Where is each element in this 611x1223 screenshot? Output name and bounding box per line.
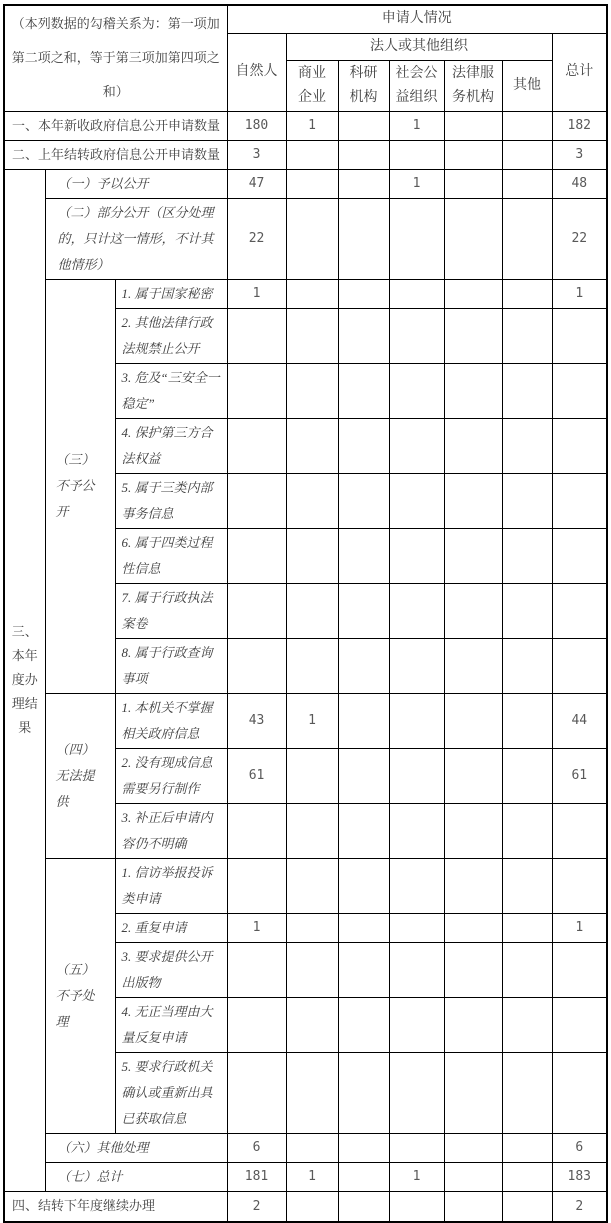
value-cell	[286, 1052, 338, 1133]
value-cell	[502, 913, 552, 942]
row-label: （一）予以公开	[45, 169, 227, 198]
value-cell	[389, 858, 444, 913]
value-cell	[444, 583, 502, 638]
value-cell	[286, 858, 338, 913]
value-cell	[552, 1052, 607, 1133]
section-label-annual-results: 三、本年度办理结果	[4, 169, 45, 1191]
value-cell	[286, 279, 338, 308]
value-cell	[286, 198, 338, 279]
value-cell: 1	[389, 111, 444, 140]
corner-note: （本列数据的勾稽关系为：第一项加第二项之和，等于第三项加第四项之和）	[4, 5, 227, 111]
value-cell	[502, 111, 552, 140]
value-cell	[338, 803, 389, 858]
value-cell	[338, 111, 389, 140]
value-cell: 183	[552, 1162, 607, 1191]
item-label: 1. 信访举报投诉类申请	[115, 858, 227, 913]
header-legal-or-other-org: 法人或其他组织	[286, 33, 552, 60]
item-label: 2. 重复申请	[115, 913, 227, 942]
value-cell	[502, 858, 552, 913]
value-cell	[502, 748, 552, 803]
value-cell	[444, 1162, 502, 1191]
value-cell	[444, 198, 502, 279]
value-cell	[286, 638, 338, 693]
value-cell	[286, 748, 338, 803]
row-label: （二）部分公开（区分处理的，只计这一情形，不计其他情形）	[45, 198, 227, 279]
value-cell	[227, 942, 286, 997]
value-cell	[502, 418, 552, 473]
value-cell	[286, 528, 338, 583]
table-row	[4, 279, 607, 308]
value-cell	[389, 1052, 444, 1133]
value-cell: 180	[227, 111, 286, 140]
item-label: 4. 无正当理由大量反复申请	[115, 997, 227, 1052]
value-cell	[286, 140, 338, 169]
value-cell	[552, 418, 607, 473]
value-cell	[552, 308, 607, 363]
value-cell	[444, 418, 502, 473]
value-cell: 47	[227, 169, 286, 198]
value-cell	[502, 803, 552, 858]
value-cell	[444, 942, 502, 997]
page	[0, 4, 611, 1214]
value-cell	[502, 473, 552, 528]
value-cell: 1	[389, 169, 444, 198]
value-cell	[444, 1133, 502, 1162]
value-cell	[286, 363, 338, 418]
value-cell	[552, 528, 607, 583]
value-cell: 61	[552, 748, 607, 803]
header-total: 总计	[552, 33, 607, 111]
value-cell	[286, 803, 338, 858]
value-cell	[286, 913, 338, 942]
value-cell	[502, 169, 552, 198]
value-cell	[227, 638, 286, 693]
value-cell	[338, 1162, 389, 1191]
item-label: 7. 属于行政执法案卷	[115, 583, 227, 638]
value-cell	[338, 638, 389, 693]
table-row	[4, 111, 607, 140]
value-cell	[338, 169, 389, 198]
row-label: 二、上年结转政府信息公开申请数量	[4, 140, 227, 169]
value-cell	[502, 942, 552, 997]
value-cell	[338, 997, 389, 1052]
value-cell	[286, 942, 338, 997]
value-cell: 1	[286, 693, 338, 748]
value-cell	[552, 803, 607, 858]
value-cell	[227, 583, 286, 638]
value-cell	[389, 528, 444, 583]
value-cell	[552, 858, 607, 913]
table-row	[4, 693, 607, 748]
value-cell	[338, 140, 389, 169]
value-cell: 48	[552, 169, 607, 198]
table-row	[4, 858, 607, 913]
value-cell	[444, 473, 502, 528]
value-cell: 44	[552, 693, 607, 748]
item-label: 1. 本机关不掌握相关政府信息	[115, 693, 227, 748]
value-cell	[444, 858, 502, 913]
table-row	[4, 169, 607, 198]
header-natural-person: 自然人	[227, 33, 286, 111]
value-cell	[227, 418, 286, 473]
value-cell	[444, 1052, 502, 1133]
value-cell	[389, 997, 444, 1052]
value-cell: 2	[227, 1191, 286, 1222]
value-cell: 1	[552, 913, 607, 942]
value-cell	[227, 858, 286, 913]
item-label: 3. 补正后申请内容仍不明确	[115, 803, 227, 858]
value-cell	[338, 308, 389, 363]
value-cell	[286, 418, 338, 473]
value-cell	[389, 693, 444, 748]
value-cell	[227, 473, 286, 528]
header-applicant-situation: 申请人情况	[227, 5, 607, 33]
item-label: 4. 保护第三方合法权益	[115, 418, 227, 473]
value-cell: 22	[227, 198, 286, 279]
value-cell	[552, 997, 607, 1052]
value-cell: 3	[552, 140, 607, 169]
value-cell	[502, 1133, 552, 1162]
value-cell	[338, 748, 389, 803]
value-cell	[502, 140, 552, 169]
value-cell	[444, 169, 502, 198]
item-label: 1. 属于国家秘密	[115, 279, 227, 308]
table-row	[4, 140, 607, 169]
value-cell	[389, 308, 444, 363]
table-row	[4, 1133, 607, 1162]
value-cell	[502, 528, 552, 583]
value-cell	[552, 638, 607, 693]
item-label: 5. 属于三类内部事务信息	[115, 473, 227, 528]
value-cell	[286, 473, 338, 528]
value-cell	[502, 198, 552, 279]
value-cell: 1	[286, 111, 338, 140]
value-cell	[286, 169, 338, 198]
header-org-type-legal-service: 法律服务机构	[444, 60, 502, 111]
value-cell	[444, 528, 502, 583]
value-cell	[444, 913, 502, 942]
value-cell	[338, 363, 389, 418]
value-cell	[227, 528, 286, 583]
row-label: 四、结转下年度继续办理	[4, 1191, 227, 1222]
value-cell: 22	[552, 198, 607, 279]
row-label: 一、本年新收政府信息公开申请数量	[4, 111, 227, 140]
subsection-label-unable: （四）无法提供	[45, 693, 115, 858]
value-cell	[552, 583, 607, 638]
value-cell	[502, 363, 552, 418]
value-cell: 1	[227, 279, 286, 308]
value-cell: 43	[227, 693, 286, 748]
value-cell	[502, 638, 552, 693]
item-label: 2. 其他法律行政法规禁止公开	[115, 308, 227, 363]
value-cell: 3	[227, 140, 286, 169]
header-org-type-public-welfare: 社会公益组织	[389, 60, 444, 111]
value-cell	[227, 997, 286, 1052]
value-cell	[338, 1052, 389, 1133]
value-cell	[338, 913, 389, 942]
value-cell: 6	[552, 1133, 607, 1162]
value-cell	[444, 111, 502, 140]
value-cell	[444, 140, 502, 169]
value-cell: 182	[552, 111, 607, 140]
value-cell	[389, 140, 444, 169]
row-label: （七）总计	[45, 1162, 227, 1191]
value-cell: 1	[552, 279, 607, 308]
value-cell	[444, 279, 502, 308]
value-cell: 1	[389, 1162, 444, 1191]
value-cell	[338, 528, 389, 583]
value-cell: 61	[227, 748, 286, 803]
table-row	[4, 198, 607, 279]
value-cell	[389, 748, 444, 803]
value-cell	[338, 1133, 389, 1162]
value-cell	[389, 913, 444, 942]
item-label: 2. 没有现成信息需要另行制作	[115, 748, 227, 803]
value-cell	[227, 803, 286, 858]
value-cell	[338, 942, 389, 997]
value-cell	[552, 363, 607, 418]
value-cell	[338, 198, 389, 279]
item-label: 5. 要求行政机关确认或重新出具已获取信息	[115, 1052, 227, 1133]
value-cell	[227, 363, 286, 418]
value-cell: 1	[227, 913, 286, 942]
value-cell	[389, 638, 444, 693]
value-cell	[389, 942, 444, 997]
value-cell	[444, 748, 502, 803]
value-cell	[502, 997, 552, 1052]
value-cell	[552, 473, 607, 528]
value-cell	[389, 803, 444, 858]
value-cell	[286, 308, 338, 363]
value-cell	[502, 1052, 552, 1133]
value-cell	[502, 279, 552, 308]
info-disclosure-table	[3, 4, 608, 1223]
value-cell	[389, 473, 444, 528]
value-cell: 181	[227, 1162, 286, 1191]
value-cell	[389, 363, 444, 418]
value-cell	[227, 308, 286, 363]
value-cell	[338, 858, 389, 913]
value-cell	[338, 473, 389, 528]
value-cell	[286, 1133, 338, 1162]
value-cell	[389, 198, 444, 279]
value-cell	[286, 997, 338, 1052]
item-label: 3. 危及“三安全一稳定”	[115, 363, 227, 418]
value-cell	[389, 279, 444, 308]
row-label: （六）其他处理	[45, 1133, 227, 1162]
header-row-1	[4, 5, 607, 33]
value-cell	[552, 942, 607, 997]
value-cell: 1	[286, 1162, 338, 1191]
item-label: 8. 属于行政查询事项	[115, 638, 227, 693]
item-label: 6. 属于四类过程性信息	[115, 528, 227, 583]
value-cell: 6	[227, 1133, 286, 1162]
header-org-type-research: 科研机构	[338, 60, 389, 111]
value-cell	[338, 693, 389, 748]
subsection-label-denied: （三）不予公开	[45, 279, 115, 693]
value-cell	[389, 418, 444, 473]
subsection-label-not-processed: （五）不予处理	[45, 858, 115, 1133]
item-label: 3. 要求提供公开出版物	[115, 942, 227, 997]
header-org-type-other: 其他	[502, 60, 552, 111]
header-org-type-commercial: 商业企业	[286, 60, 338, 111]
value-cell	[389, 1133, 444, 1162]
value-cell	[444, 693, 502, 748]
table-row	[4, 1162, 607, 1191]
value-cell: 2	[552, 1191, 607, 1222]
value-cell	[227, 1052, 286, 1133]
value-cell	[502, 1162, 552, 1191]
value-cell	[444, 803, 502, 858]
value-cell	[338, 418, 389, 473]
value-cell	[502, 308, 552, 363]
value-cell	[338, 583, 389, 638]
value-cell	[389, 583, 444, 638]
value-cell	[338, 279, 389, 308]
value-cell	[502, 583, 552, 638]
value-cell	[286, 583, 338, 638]
value-cell	[444, 997, 502, 1052]
value-cell	[444, 638, 502, 693]
value-cell	[444, 363, 502, 418]
value-cell	[444, 308, 502, 363]
value-cell	[502, 693, 552, 748]
